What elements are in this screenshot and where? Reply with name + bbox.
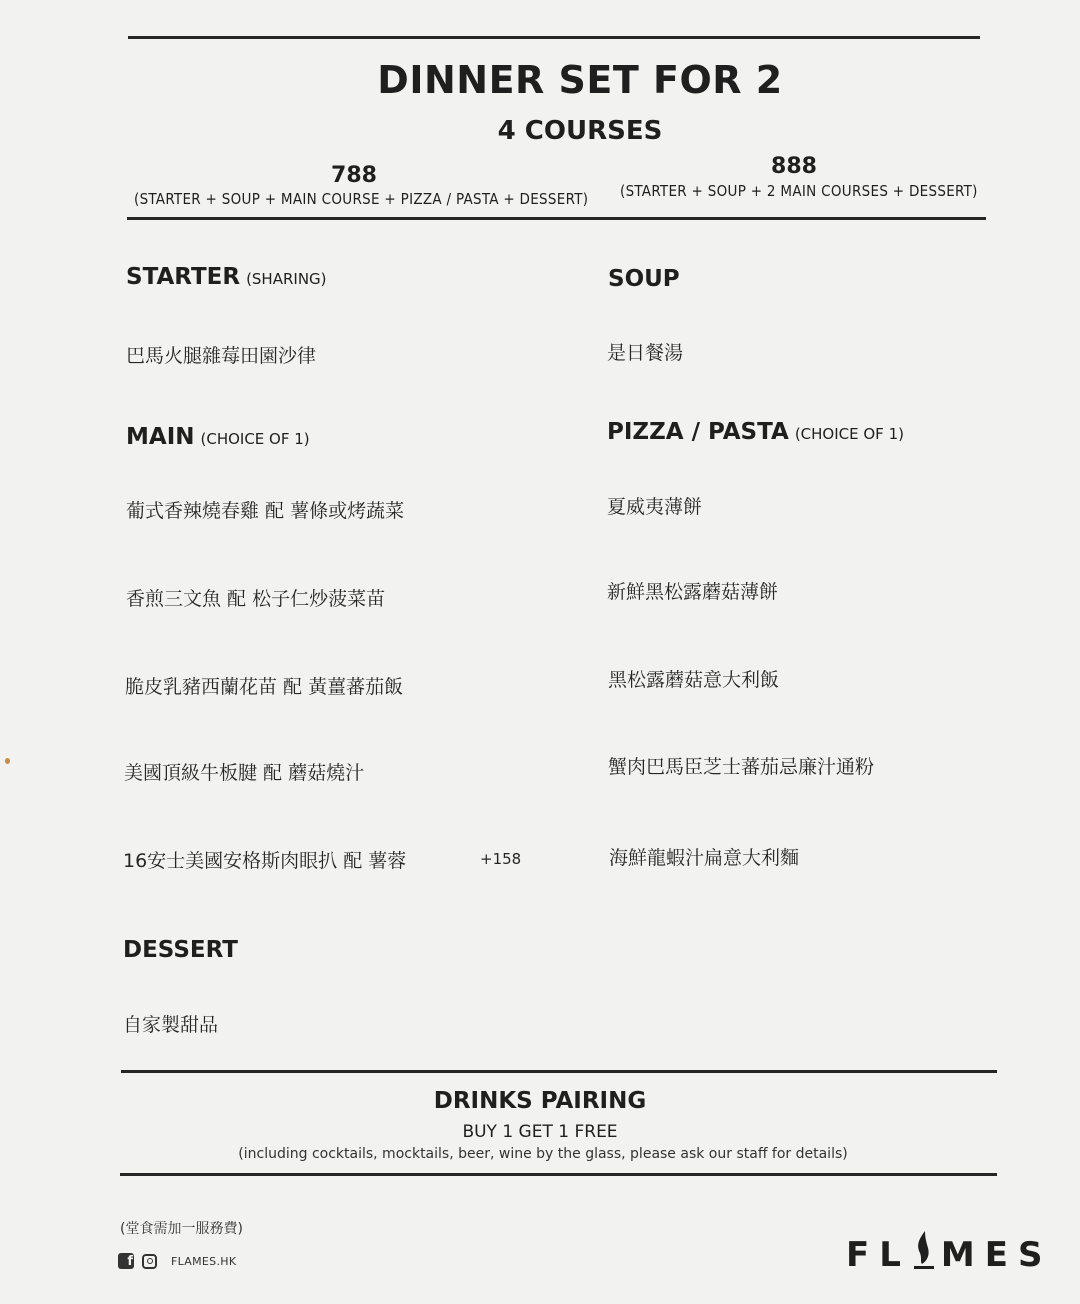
- pizza-pasta-item-1: 夏威夷薄餅: [607, 496, 703, 518]
- drinks-offer: BUY 1 GET 1 FREE: [462, 1122, 618, 1142]
- dessert-heading: DESSERT: [123, 937, 238, 963]
- main-item-5: 16安士美國安格斯肉眼扒 配 薯蓉: [123, 850, 407, 872]
- logo-text-left: FL: [846, 1235, 911, 1275]
- flames-logo: [846, 1230, 1052, 1275]
- social-links: [118, 1251, 236, 1271]
- main-title: MAIN: [126, 424, 195, 450]
- logo-text-right: MES: [940, 1235, 1053, 1275]
- social-handle: FLAMES.HK: [171, 1254, 237, 1268]
- starter-heading: [126, 264, 327, 290]
- starter-item: 巴馬火腿雜莓田園沙律: [126, 345, 317, 367]
- top-divider: [128, 36, 980, 39]
- pizza-pasta-title: PIZZA / PASTA: [607, 419, 789, 445]
- instagram-icon[interactable]: [142, 1254, 157, 1269]
- price-option-1: 788: [331, 163, 377, 188]
- pizza-pasta-note: (CHOICE OF 1): [794, 425, 904, 443]
- pizza-pasta-item-2: 新鮮黑松露蘑菇薄餅: [607, 581, 779, 603]
- drinks-note: (including cocktails, mocktails, beer, wine by the glass, please ask our staff for details): [238, 1146, 848, 1162]
- main-item-4: 美國頂級牛板腱 配 蘑菇燒汁: [124, 762, 365, 784]
- main-heading: [126, 424, 310, 450]
- pizza-pasta-heading: [607, 419, 904, 445]
- soup-heading: SOUP: [608, 266, 680, 292]
- drinks-top-divider: [121, 1070, 997, 1073]
- menu-subtitle: 4 COURSES: [497, 116, 663, 146]
- starter-title: STARTER: [126, 264, 241, 290]
- service-charge-note: (堂食需加一服務費): [120, 1221, 243, 1237]
- main-note: (CHOICE OF 1): [200, 430, 310, 448]
- main-item-2: 香煎三文魚 配 松子仁炒菠菜苗: [126, 588, 386, 610]
- flame-icon: [911, 1230, 937, 1270]
- dessert-item: 自家製甜品: [123, 1014, 219, 1036]
- pizza-pasta-item-5: 海鮮龍蝦汁扁意大利麵: [609, 847, 800, 869]
- starter-note: (SHARING): [246, 270, 327, 288]
- price-option-2: 888: [771, 154, 817, 179]
- drinks-title: DRINKS PAIRING: [433, 1088, 647, 1114]
- menu-title: DINNER SET FOR 2: [377, 58, 783, 102]
- edge-mark: [5, 758, 10, 764]
- pizza-pasta-item-3: 黑松露蘑菇意大利飯: [608, 669, 780, 691]
- main-item-1: 葡式香辣燒春雞 配 薯條或烤蔬菜: [126, 500, 405, 522]
- main-item-3: 脆皮乳豬西蘭花苗 配 黃薑蕃茄飯: [125, 676, 404, 698]
- price-option-1-desc: (STARTER + SOUP + MAIN COURSE + PIZZA / PASTA + DESSERT): [134, 190, 589, 208]
- main-item-5-surcharge: +158: [480, 850, 522, 868]
- price-option-2-desc: (STARTER + SOUP + 2 MAIN COURSES + DESSERT): [620, 182, 978, 200]
- drinks-bottom-divider: [120, 1173, 997, 1176]
- header-divider: [127, 217, 986, 220]
- facebook-icon[interactable]: f: [118, 1253, 134, 1269]
- pizza-pasta-item-4: 蟹肉巴馬臣芝士蕃茄忌廉汁通粉: [608, 756, 875, 778]
- soup-item: 是日餐湯: [607, 342, 684, 364]
